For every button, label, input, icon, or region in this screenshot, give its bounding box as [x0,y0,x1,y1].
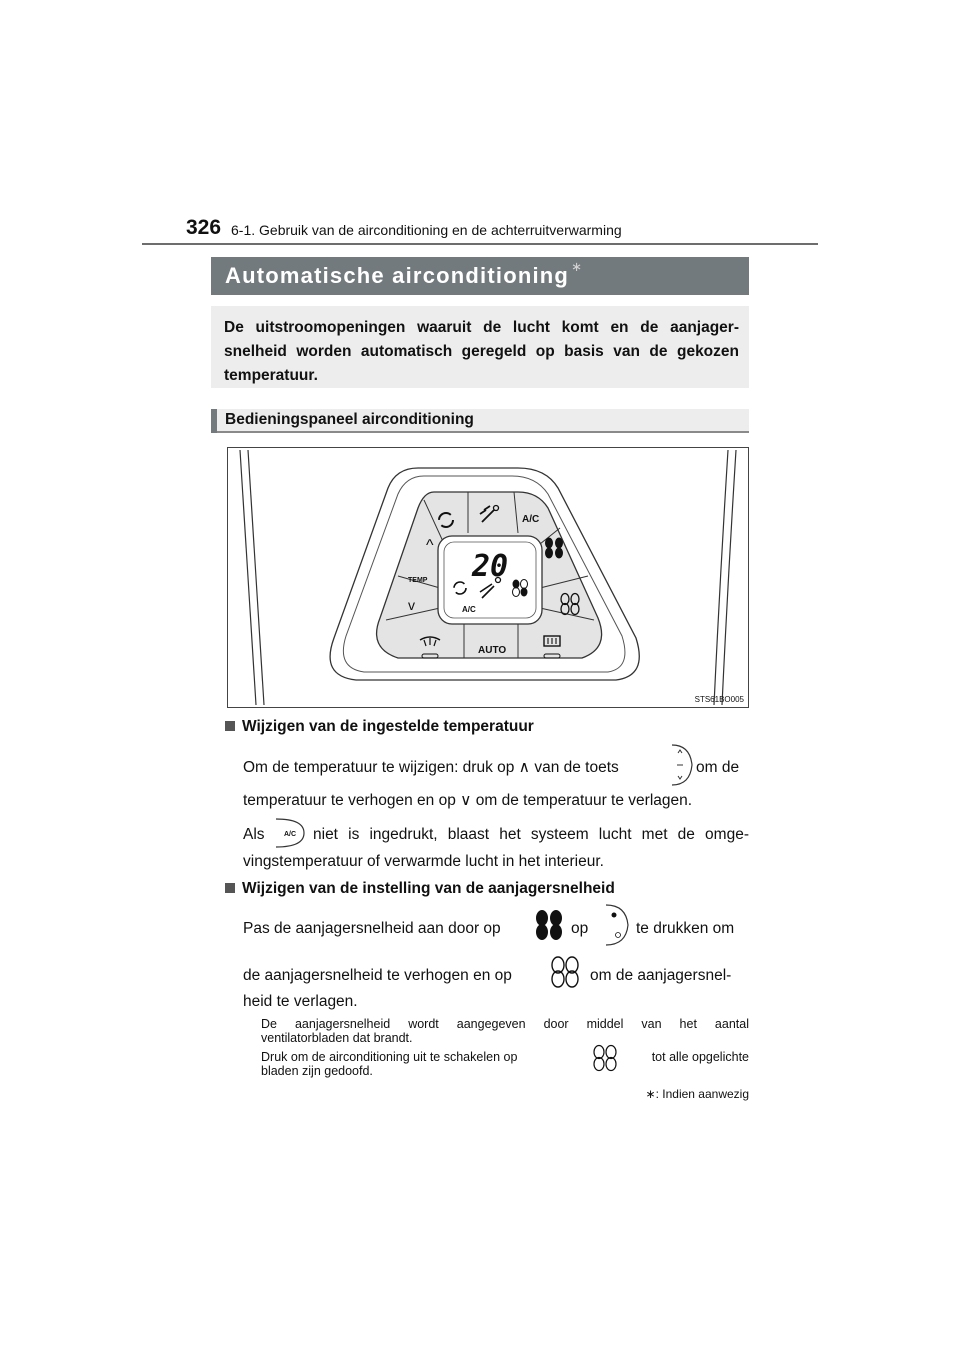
fan-heading [225,880,615,898]
temp-up-label: ^ [426,537,434,554]
svg-text:A/C: A/C [284,831,297,838]
intro-box [211,306,749,388]
subheading-bar [211,409,749,433]
fan-high-key-icon [531,907,567,943]
temp-key-icon [664,743,694,787]
temp-line3a: Als [243,826,265,843]
optional-mark: ∗ [571,259,584,274]
fan-note1-line1: De aanjagersnelheid wordt aangegeven door middel van het aantal [261,1017,749,1031]
temp-line2: temperatuur te verhogen en op ∨ om de temperatuur te verlagen. [243,792,693,809]
control-panel-figure [227,447,749,708]
temp-line3b: niet is ingedrukt, blaast het systeem lucht met de omge- [313,826,749,843]
chapter-title: 6-1. Gebruik van de airconditioning en de achterruitverwarming [231,222,622,238]
header-divider [142,243,818,245]
temp-down-label: v [408,597,415,613]
control-panel-illustration [228,448,748,707]
footnote [646,1087,749,1101]
fan-line3: heid te verlagen. [243,993,358,1010]
temp-line1a: Om de temperatuur te wijzigen: druk op ∧ van de toets [243,759,619,776]
bullet-square [225,883,235,893]
ac-button-label: A/C [522,514,540,525]
fan-note2c: bladen zijn gedoofd. [261,1064,373,1078]
footnote-text: : Indien aanwezig [655,1087,749,1101]
temperature-heading-text: Wijzigen van de ingestelde temperatuur [242,718,534,735]
fan-key-icon [600,903,630,947]
section-title-bar [211,257,749,295]
figure-code: STS61BO005 [694,695,744,704]
fan-note1-line2: ventilatorbladen dat brandt. [261,1031,413,1045]
temp-line1b: om de [696,759,740,776]
intro-line: snelheid worden automatisch geregeld op basis van de gekozen [224,343,739,360]
fan-line1b: op [571,920,589,937]
display-ac-label: A/C [462,605,476,614]
page-number: 326 [186,216,222,239]
temp-line4: vingstemperatuur of verwarmde lucht in het interieur. [243,853,604,870]
subheading: Bedieningspaneel airconditioning [225,411,474,428]
intro-line: De uitstroomopeningen waaruit de lucht komt en de aanjager- [224,319,739,336]
fan-note2b: tot alle opgelichte [651,1050,749,1064]
fan-line1a: Pas de aanjagersnelheid aan door op [243,920,501,937]
intro-line: temperatuur. [224,367,318,384]
subheading-accent [211,409,217,433]
fan-heading-text: Wijzigen van de instelling van de aanjagersnelheid [242,880,615,897]
footnote-mark: ∗ [645,1087,656,1101]
ac-key-icon [272,815,308,851]
section-title: Automatische airconditioning [225,263,570,288]
temperature-heading [225,718,534,736]
display-temperature: 20 [471,549,509,584]
fan-line2a: de aanjagersnelheid te verhogen en op [243,967,512,984]
bullet-square [225,721,235,731]
auto-button-label: AUTO [478,645,507,656]
temp-label: TEMP [408,577,428,584]
fan-note2a: Druk om de airconditioning uit te schakelen op [261,1050,518,1064]
fan-line1c: te drukken om [636,920,735,937]
fan-line2b: om de aanjagersnel- [590,967,732,984]
fan-low-key-icon [548,955,582,989]
